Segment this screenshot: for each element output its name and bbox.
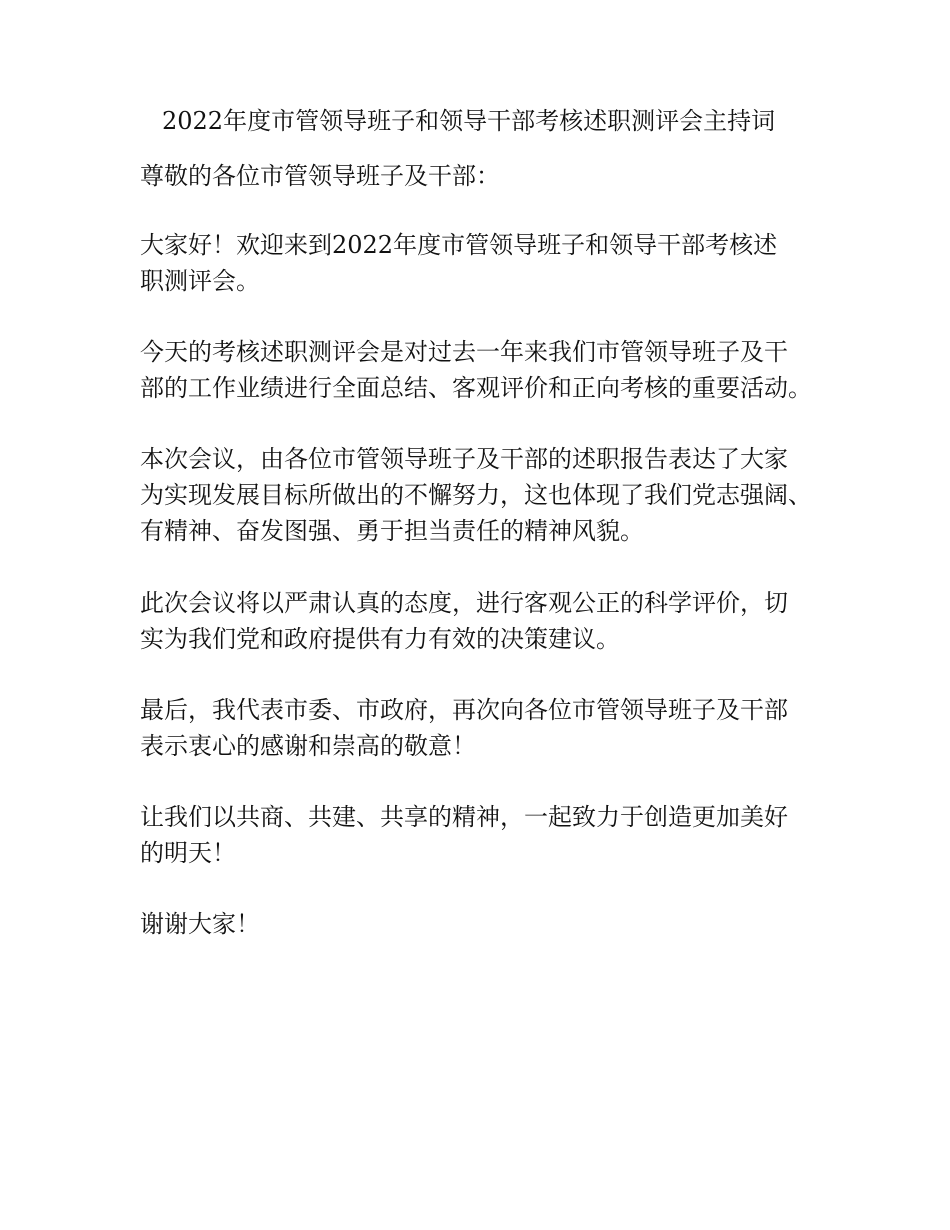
- paragraph-meeting: [140, 441, 840, 549]
- paragraph-line: 本次会议，由各位市管领导班子及干部的述职报告表达了大家: [140, 445, 788, 473]
- paragraph-line: 让我们以共商、共建、共享的精神，一起致力于创造更加美好: [140, 803, 788, 831]
- paragraph-line: 部的工作业绩进行全面总结、客观评价和正向考核的重要活动。: [140, 374, 812, 402]
- paragraph-line: 大家好！欢迎来到2022年度市管领导班子和领导干部考核述: [140, 231, 778, 259]
- paragraph-line: 今天的考核述职测评会是对过去一年来我们市管领导班子及干: [140, 338, 788, 366]
- salutation-line: 尊敬的各位市管领导班子及干部：: [140, 162, 500, 190]
- paragraph-farewell: [140, 906, 840, 942]
- paragraph-line: 此次会议将以严肃认真的态度，进行客观公正的科学评价，切: [140, 589, 788, 617]
- paragraph-line: 有精神、奋发图强、勇于担当责任的精神风貌。: [140, 517, 644, 545]
- paragraph-thanks: [140, 692, 840, 764]
- paragraph-line: 谢谢大家！: [140, 910, 260, 938]
- paragraph-evaluation: [140, 585, 840, 657]
- paragraph-closing: [140, 799, 840, 871]
- document-title: 2022年度市管领导班子和领导干部考核述职测评会主持词: [162, 107, 776, 135]
- paragraph-greeting: [140, 227, 840, 299]
- salutation: [140, 158, 840, 194]
- paragraph-purpose: [140, 334, 840, 406]
- paragraph-line: 表示衷心的感谢和崇高的敬意！: [140, 732, 476, 760]
- paragraph-line: 的明天！: [140, 839, 236, 867]
- paragraph-line: 职测评会。: [140, 267, 260, 295]
- paragraph-line: 为实现发展目标所做出的不懈努力，这也体现了我们党志强阔、: [140, 481, 812, 509]
- paragraph-line: 实为我们党和政府提供有力有效的决策建议。: [140, 625, 620, 653]
- paragraph-line: 最后，我代表市委、市政府，再次向各位市管领导班子及干部: [140, 696, 788, 724]
